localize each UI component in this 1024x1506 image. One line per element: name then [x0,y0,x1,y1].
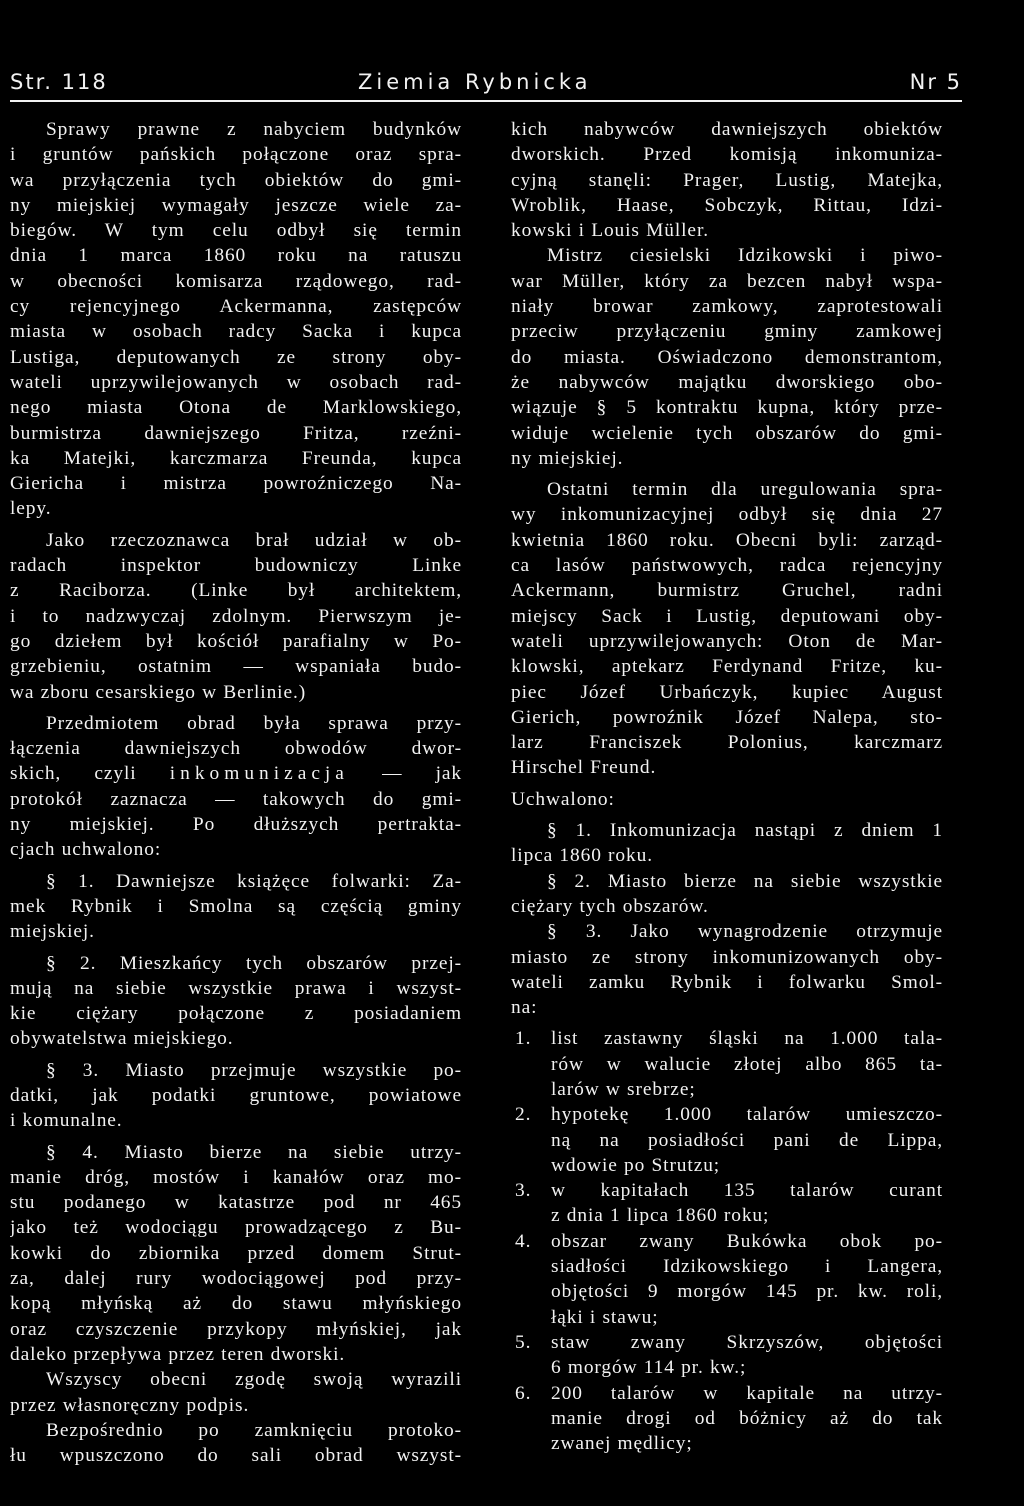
list-number: 4. [515,1230,532,1252]
text-line: stu podanego w katastrze pod nr 465 [10,1192,462,1214]
text-line: grzebieniu, ostatnim — wspaniała budo- [10,656,462,678]
issue-number: Nr 5 [909,70,962,94]
text-line: kich nabywców dawniejszych obiektów [511,119,943,140]
text-line: kowski i Louis Müller. [511,220,709,242]
paragraph [10,951,462,1052]
list-number: 3. [515,1180,532,1202]
text-line: wateli uprzywilejowanych: Oton de Mar- [511,630,943,652]
text-line: Giericha i mistrza powroźniczego Na- [10,473,462,495]
resolution-heading: Uchwalono: [511,788,615,810]
text-line: § 3. Miasto przejmuje wszystkie po- [46,1059,462,1081]
list-item [511,1381,943,1457]
text-line: siadłości Idzikowskiego i Langera, [551,1256,943,1278]
list-number: 1. [515,1028,532,1050]
paragraph [10,528,462,705]
paragraph [511,818,943,869]
text-line: klowski, aptekarz Ferdynand Fritze, ku- [511,656,943,678]
page-number: Str. 118 [10,70,108,94]
text-line: Jako rzeczoznawca brał udział w ob- [46,529,462,551]
text-line: lipca 1860 roku. [511,845,653,867]
text-line: oraz czyszczenie przykopy młyńskiej, jak [10,1318,462,1340]
text-line: manie dróg, mostów i kanałów oraz mo- [10,1166,462,1188]
emphasized-term: inkomunizacja [169,763,349,785]
text-line: obywatelstwa miejskiego. [10,1028,234,1050]
text-line: lepy. [10,498,52,520]
text-line: biegów. W tym celu odbył się termin [10,220,462,242]
text-line: w kapitałach 135 talarów curant [551,1180,943,1202]
text-line: za, dalej rury wodociągowej pod przy- [10,1268,462,1290]
text-segment: skich, czyli [10,763,137,785]
left-column [10,117,462,1468]
text-line: Przedmiotem obrad była sprawa przy- [46,712,462,734]
text-line: przez własnoręczny podpis. [10,1394,250,1416]
text-line: § 1. Dawniejsze książęce folwarki: Za- [46,870,462,892]
text-line: dworskich. Przed komisją inkomuniza- [511,144,943,166]
text-line: wiązuje § 5 kontraktu kupna, który prze- [511,397,943,419]
text-line: niały browar zamkowy, zaprotestowali [511,296,943,318]
paragraph [10,117,462,522]
paragraph [10,869,462,945]
paragraph [511,243,943,471]
text-line: cyjną stanęli: Prager, Lustig, Matejka, [511,169,943,191]
text-line: Bezpośrednio po zamknięciu protoko- [46,1419,462,1441]
list-item [511,1026,943,1102]
text-line: ny miejskiej. Po dłuższych pertrakta- [10,814,462,836]
text-line: cy rejencyjnego Ackermanna, zastępców [10,296,462,318]
text-line: Wroblik, Haase, Sobczyk, Rittau, Idzi- [511,194,943,216]
text-line: ciężary tych obszarów. [511,895,709,917]
text-line: manie drogi od bóżnicy aż do tak [551,1407,943,1429]
text-line: datki, jak podatki gruntowe, powiatowe [10,1084,462,1106]
text-line: 6 morgów 114 pr. kw.; [551,1357,747,1379]
text-line: Gierich, powroźnik Józef Nalepa, sto- [511,706,943,728]
text-line: kie ciężary połączone z posiadaniem [10,1003,462,1025]
text-line: larz Franciszek Polonius, karczmarz [511,732,943,754]
text-line: § 3. Jako wynagrodzenie otrzymuje [547,921,943,943]
text-line: wy inkomunizacyjnej odbył się dnia 27 [511,504,943,526]
text-line: wateli zamku Rybnik i folwarku Smol- [511,971,943,993]
text-line: radach inspektor budowniczy Linke [10,555,462,577]
text-line: przeciw przyłączeniu gminy zamkowej [511,321,943,343]
paragraph [511,117,943,243]
text-line: z dnia 1 lipca 1860 roku; [551,1205,770,1227]
paragraph [10,1140,462,1368]
text-line [10,761,462,786]
paragraph [10,711,462,863]
text-line: objętości 9 morgów 145 pr. kw. roli, [551,1281,943,1303]
text-line: larów w srebrze; [551,1078,696,1100]
text-line: do miasta. Oświadczono demonstrantom, [511,346,943,368]
text-line: w obecności komisarza rządowego, rad- [10,270,462,292]
text-line: cjach uchwalono: [10,839,162,861]
text-line: łąki i stawu; [551,1306,659,1328]
text-line: wateli uprzywilejowanych w osobach rad- [10,371,462,393]
text-line: miejskiej. [10,921,95,943]
text-line: war Müller, który za bezcen nabył wspa- [511,270,943,292]
text-line: kowki do zbiornika przed domem Strut- [10,1242,462,1264]
text-line: na: [511,997,538,1019]
text-line: kopą młyńską aż do stawu młyńskiego [10,1293,462,1315]
list-item [511,1330,943,1381]
text-line: mują na siebie wszystkie prawa i wszyst- [10,977,462,999]
text-line: widuje wcielenie tych obszarów do gmi- [511,422,943,444]
numbered-list [511,1026,943,1456]
text-line: Sprawy prawne z nabyciem budynków [46,119,462,140]
list-item [511,1178,943,1229]
paragraph [10,1418,462,1469]
text-line: list zastawny śląski na 1.000 tala- [551,1028,943,1050]
text-segment: — jak [382,763,462,785]
text-line: łu wpuszczono do sali obrad wszyst- [10,1445,462,1467]
paragraph [511,787,943,812]
text-line: zwanej mędlicy; [551,1433,693,1455]
text-line: z Raciborza. (Linke był architektem, [10,580,462,602]
text-line: Ackermann, burmistrz Gruchel, radni [511,580,943,602]
text-line: § 4. Miasto bierze na siebie utrzy- [46,1141,462,1163]
text-line: kwietnia 1860 roku. Obecni byli: zarząd- [511,529,943,551]
list-number: 6. [515,1382,532,1404]
text-line: ną na posiadłości pani de Lippa, [551,1129,943,1151]
text-line: mek Rybnik i Smolna są częścią gminy [10,895,462,917]
list-item [511,1229,943,1330]
paragraph [511,919,943,1020]
list-number: 2. [515,1104,532,1126]
text-line: § 2. Miasto bierze na siebie wszystkie [547,870,943,892]
text-line: ka Matejki, karczmarza Freunda, kupca [10,447,462,469]
text-line: piec Józef Urbańczyk, kupiec August [511,681,943,703]
text-line: burmistrza dawniejszego Fritza, rzeźni- [10,422,462,444]
text-line: Ostatni termin dla uregulowania spra- [547,479,943,501]
paragraph [10,1058,462,1134]
text-line: wa przyłączenia tych obiektów do gmi- [10,169,462,191]
paragraph [10,1367,462,1418]
text-line: ny miejskiej. [511,447,624,469]
text-line: wa zboru cesarskiego w Berlinie.) [10,681,307,703]
text-line: że nabywców majątku dworskiego obo- [511,371,943,393]
text-line: Lustiga, deputowanych ze strony oby- [10,346,462,368]
text-line: miasto ze strony inkomunizowanych oby- [511,946,943,968]
page-header [10,60,962,102]
text-line: łączenia dawniejszych obwodów dwor- [10,738,462,760]
text-line: go dziełem był kościół parafialny w Po- [10,630,462,652]
text-line: daleko przepływa przez teren dworski. [10,1343,346,1365]
text-line: rów w walucie złotej albo 865 ta- [551,1053,943,1075]
text-line: i komunalne. [10,1110,123,1132]
text-line: Mistrz ciesielski Idzikowski i piwo- [547,245,943,267]
text-line: obszar zwany Bukówka obok po- [551,1230,943,1252]
text-line: nego miasta Otona de Marklowskiego, [10,397,462,419]
text-line: i gruntów pańskich połączone oraz spra- [10,144,462,166]
text-line: staw zwany Skrzyszów, objętości [551,1331,943,1353]
text-line: ca lasów państwowych, radca rejencyjny [511,555,943,577]
text-line: 200 talarów w kapitale na utrzy- [551,1382,943,1404]
text-line: jako też wodociągu prowadzącego z Bu- [10,1217,462,1239]
text-line: Wszyscy obecni zgodę swoją wyrazili [46,1369,462,1391]
text-line: i to nadzwyczaj zdolnym. Pierwszym je- [10,605,462,627]
paragraph [511,869,943,920]
text-line: wdowie po Strutzu; [551,1154,721,1176]
text-line: § 1. Inkomunizacja nastąpi z dniem 1 [547,820,943,842]
text-line: dnia 1 marca 1860 roku na ratuszu [10,245,462,267]
paragraph [511,477,943,781]
right-column [511,117,943,1456]
text-line: ny miejskiej wymagały jeszcze wiele za- [10,194,462,216]
text-line: miasta w osobach radcy Sacka i kupca [10,321,462,343]
text-line: hypotekę 1.000 talarów umieszczo- [551,1104,943,1126]
text-line: § 2. Mieszkańcy tych obszarów przej- [46,952,462,974]
list-item [511,1102,943,1178]
text-line: miejscy Sack i Lustig, deputowani oby- [511,605,943,627]
journal-title: Ziemia Rybnicka [358,70,592,94]
text-line: protokół zaznacza — takowych do gmi- [10,788,462,810]
text-line: Hirschel Freund. [511,757,657,779]
list-number: 5. [515,1331,532,1353]
